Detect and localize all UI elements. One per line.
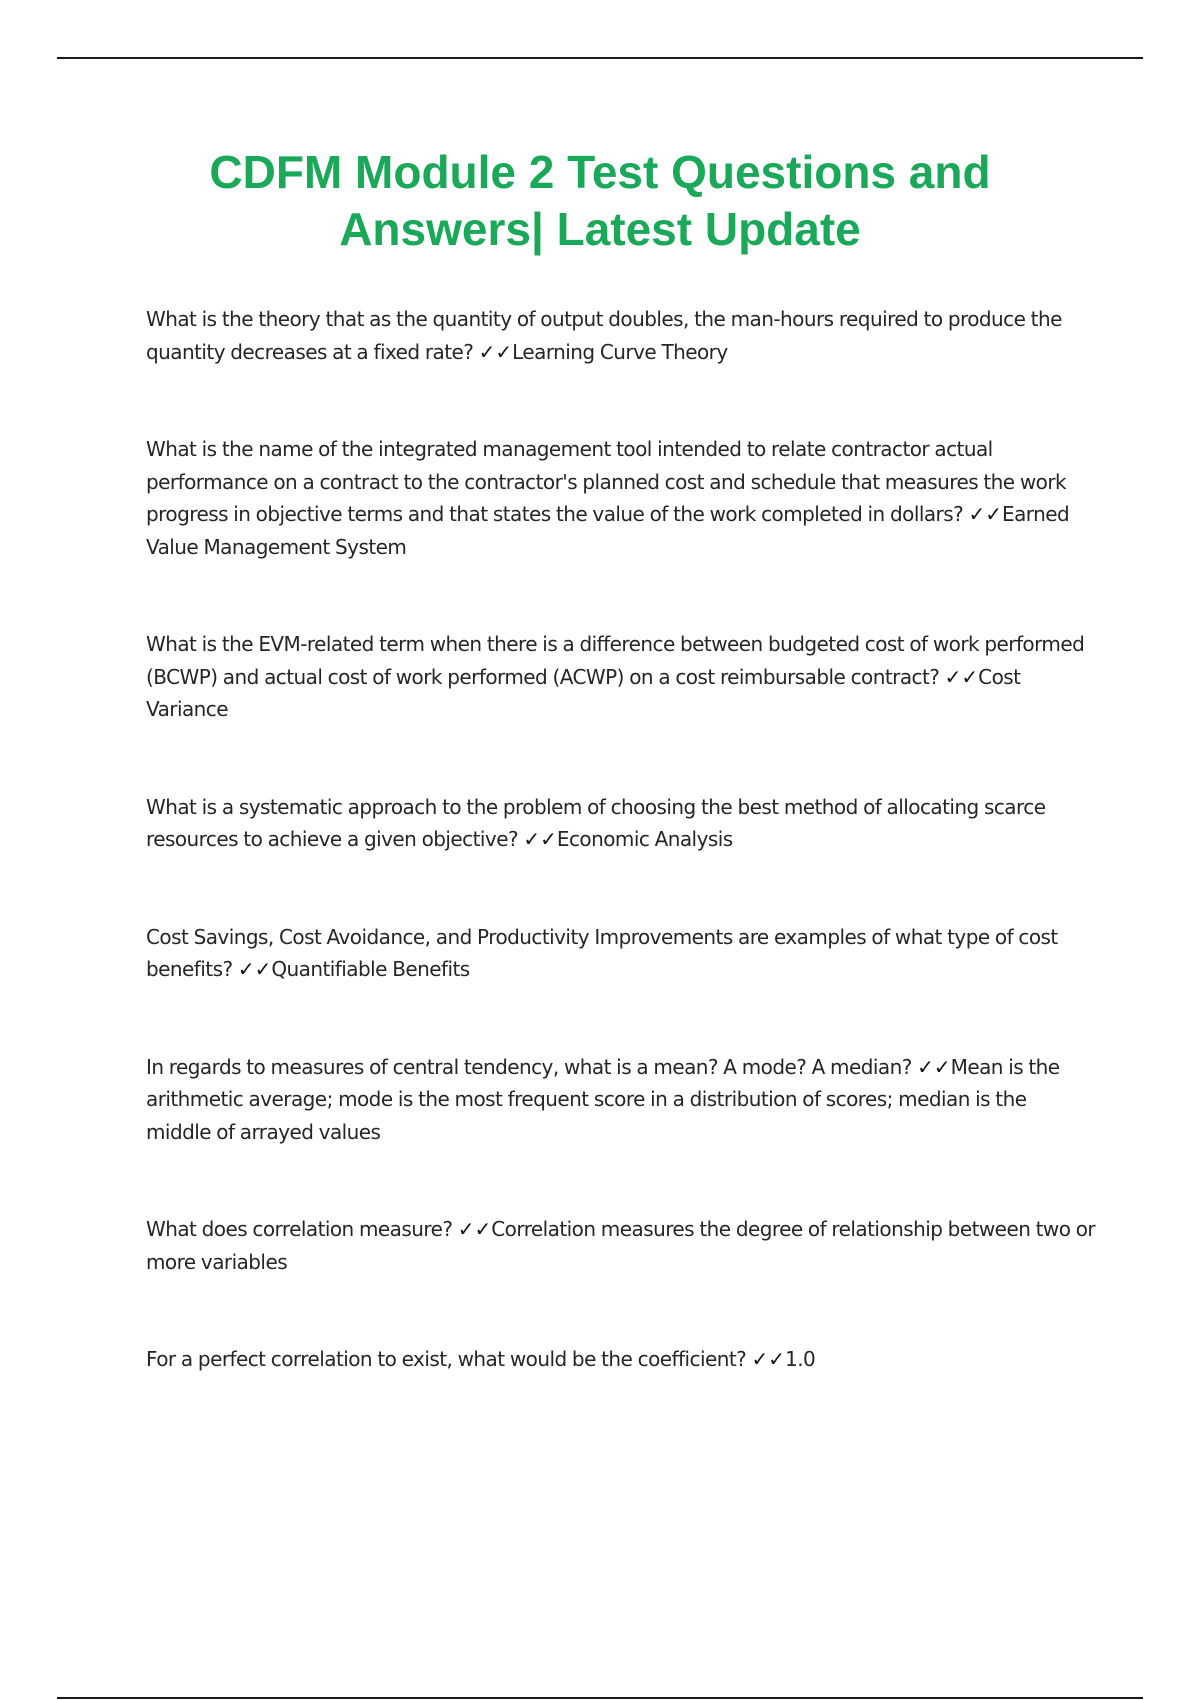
- double-check-icon: ✓✓: [968, 502, 1002, 526]
- answer-text: Economic Analysis: [556, 827, 733, 851]
- top-rule: [57, 57, 1143, 59]
- answer-text: Earned Value Management System: [146, 502, 1070, 559]
- qa-item: [146, 1051, 1096, 1149]
- question-text: What is the name of the integrated management tool intended to relate contractor actual performance on a contract to the contractor's planned cost and schedule that measures the work progress in objective terms and that states the value of the work completed in dollars?: [146, 437, 1067, 526]
- qa-item: [146, 921, 1096, 986]
- double-check-icon: ✓✓: [478, 339, 513, 364]
- question-text: What does correlation measure?: [146, 1217, 453, 1241]
- double-check-icon: ✓✓: [237, 957, 272, 981]
- question-text: What is the theory that as the quantity of output doubles, the man-hours required to produce the quantity decreases at a fixed rate?: [146, 307, 1062, 364]
- qa-item: [146, 1343, 1096, 1376]
- qa-item: [146, 791, 1096, 856]
- qa-item: [146, 303, 1096, 368]
- answer-text: Mean is the arithmetic average; mode is the most frequent score in a distribution of scores; median is the middle of arrayed values: [146, 1054, 1060, 1144]
- document-title: CDFM Module 2 Test Questions and Answers| Latest Update: [209, 146, 991, 255]
- question-text: What is the EVM-related term when there is a difference between budgeted cost of work performed (BCWP) and actual cost of work performed (ACWP) on a cost reimbursable contract?: [146, 632, 1085, 689]
- answer-text: Correlation measures the degree of relationship between two or more variables: [146, 1217, 1096, 1274]
- qa-item: [146, 1213, 1096, 1278]
- question-text: Cost Savings, Cost Avoidance, and Productivity Improvements are examples of what type of cost benefits?: [146, 924, 1058, 981]
- qa-item: [146, 433, 1096, 563]
- qa-list: [146, 303, 1096, 1376]
- answer-text: Cost Variance: [146, 664, 1021, 721]
- answer-text: Learning Curve Theory: [512, 339, 728, 364]
- double-check-icon: ✓✓: [523, 827, 557, 851]
- question-text: In regards to measures of central tendency, what is a mean? A mode? A median?: [146, 1054, 912, 1079]
- answer-text: Quantifiable Benefits: [271, 957, 470, 981]
- bottom-rule: [57, 1697, 1143, 1699]
- question-text: For a perfect correlation to exist, what would be the coefficient?: [146, 1347, 747, 1371]
- double-check-icon: ✓✓: [944, 664, 979, 689]
- qa-item: [146, 628, 1096, 726]
- double-check-icon: ✓✓: [457, 1217, 492, 1241]
- double-check-icon: ✓✓: [751, 1347, 786, 1371]
- double-check-icon: ✓✓: [917, 1054, 951, 1079]
- answer-text: 1.0: [785, 1347, 816, 1371]
- question-text: What is a systematic approach to the problem of choosing the best method of allocating scarce resources to achieve a given objective?: [146, 794, 1046, 851]
